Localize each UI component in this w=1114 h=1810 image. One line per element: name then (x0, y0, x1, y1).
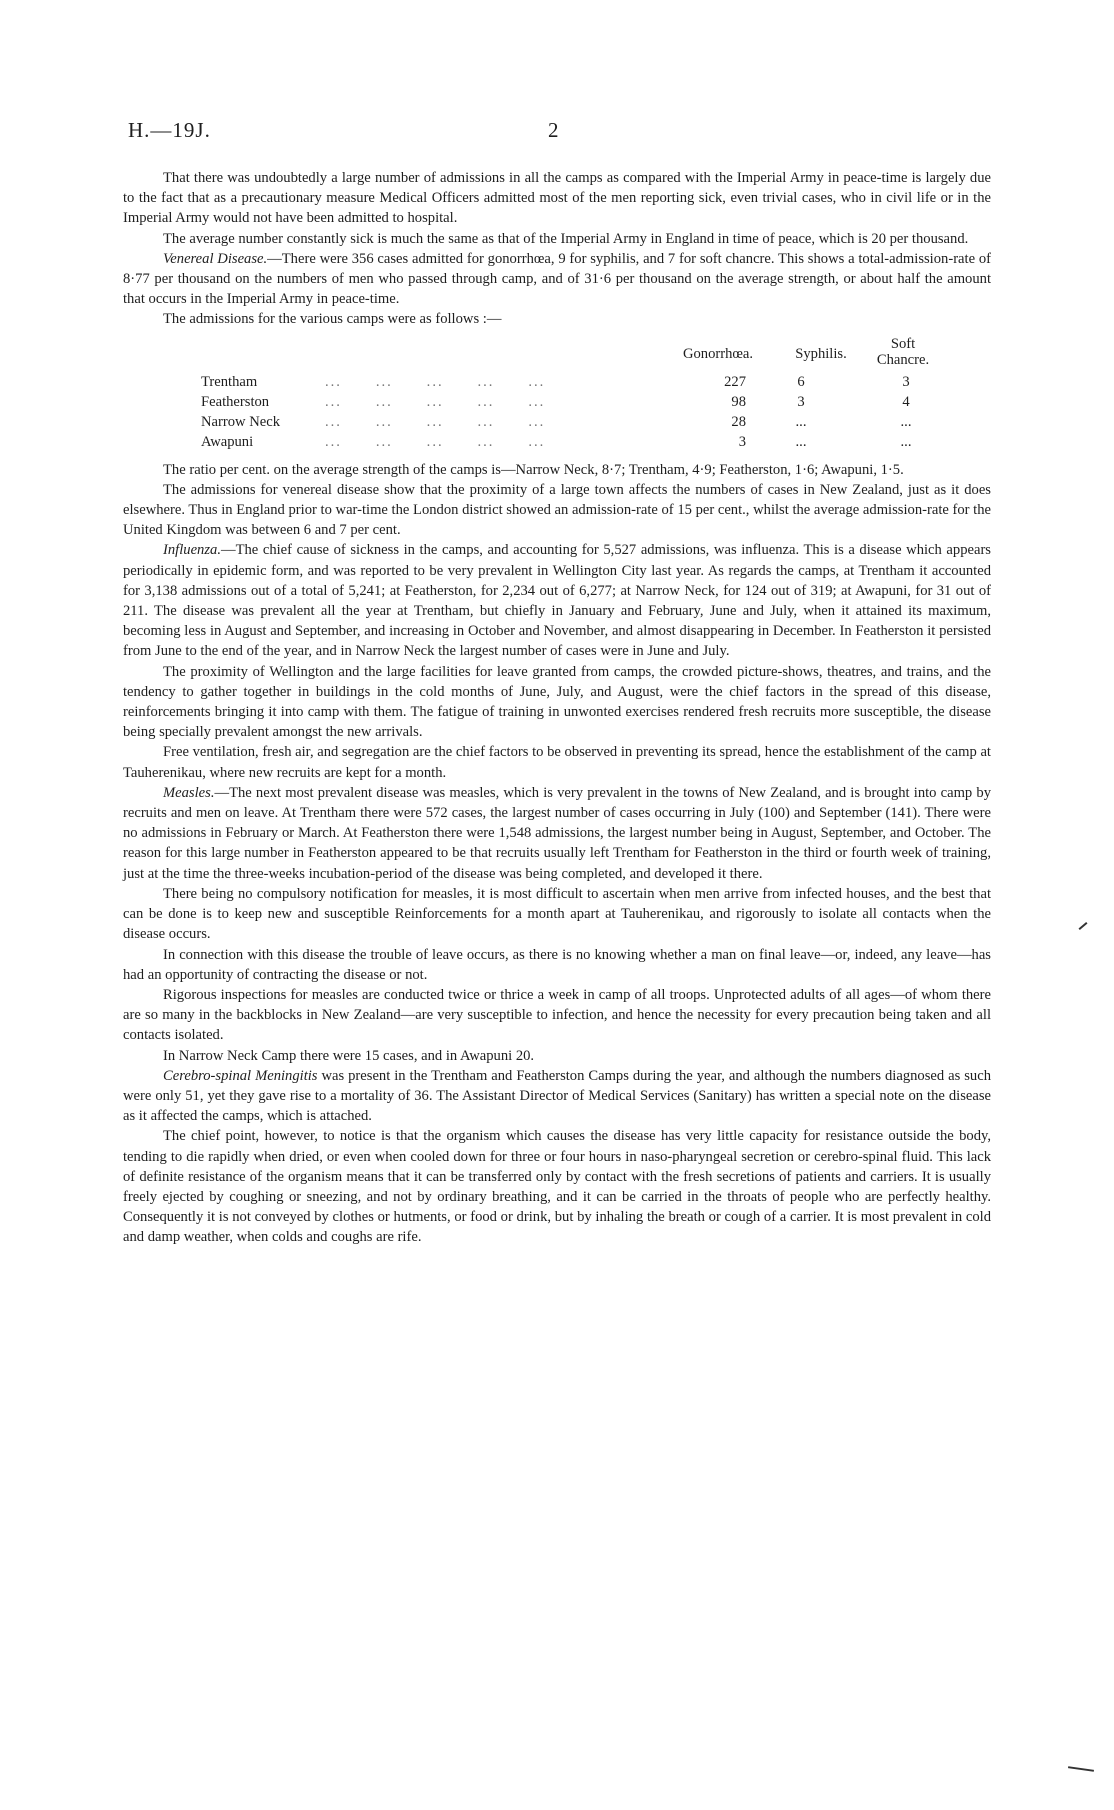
table-row (201, 372, 941, 392)
margin-mark (1068, 1766, 1094, 1772)
gonorrhoea-value: 98 (731, 393, 746, 410)
document-reference: H.—19J. (128, 118, 211, 142)
soft-chancre-value: ... (900, 433, 912, 450)
paragraph: There being no compulsory notification for measles, it is most difficult to ascertain when men arrive from infected houses, and the best that can be done is to keep new and susceptible Reinforcements for a month apart at Tauherenikau, and rigorously to isolate all contacts when the disease occurs. (123, 885, 991, 943)
column-header-soft-chancre: Soft Chancre. (876, 335, 930, 368)
syphilis-value: ... (795, 413, 807, 430)
section-heading: Influenza. (163, 542, 221, 559)
paragraph: That there was undoubtedly a large number of admissions in all the camps as compared with the Imperial Army in peace-time is largely due to the fact that as a precautionary measure Medical Officers admitted most of the men reporting sick, even trivial cases, who in civil life or in the Imperial Army would not have been admitted to hospital. (123, 170, 991, 227)
page-header (128, 118, 986, 148)
soft-chancre-value: 3 (902, 373, 910, 390)
dot-leader: ... ... ... ... ... (325, 393, 546, 410)
section-heading: Cerebro-spinal Meningitis (163, 1067, 318, 1084)
paragraph-text: —The next most prevalent disease was measles, which is very prevalent in the towns of New Zealand, and is brought into camp by recruits and men on leave. At Trentham there were 572 cases, the largest number of cases occurring in July (100) and September (141). There were no admissions in February or March. At Featherston there were 1,548 admissions, the largest number being in August, September, and October. The reason for this large number in Featherston appeared to be that recruits usually left Trentham for Featherston in the third or fourth week of training, just at the time the three-weeks incubation-period of the disease was being completed, and developed it there. (123, 784, 991, 882)
gonorrhoea-value: 3 (738, 433, 746, 450)
paragraph-venereal-disease (123, 249, 991, 310)
paragraph: The admissions for the various camps were as follows :— (163, 311, 502, 328)
dot-leader: ... ... ... ... ... (325, 373, 546, 390)
camp-name: Awapuni (201, 433, 254, 450)
paragraph: The ratio per cent. on the average strength of the camps is—Narrow Neck, 8·7; Trentham, 4·9; Featherston, 1·6; Awapuni, 1·5. (163, 461, 904, 478)
paragraph: In connection with this disease the trouble of leave occurs, as there is no knowing whether a man on final leave—or, indeed, any leave—has had an opportunity of contracting the disease or not. (123, 946, 991, 983)
table-row (201, 432, 941, 452)
table-row (201, 392, 941, 412)
paragraph: The proximity of Wellington and the large facilities for leave granted from camps, the crowded picture-shows, theatres, and trains, and the tendency to gather together in buildings in the cold months of June, July, and August, were the chief factors in the spread of this disease, reinforcements bringing it into camp with them. The fatigue of training in unwonted exercises rendered fresh recruits more susceptible, the disease being specially prevalent amongst the new arrivals. (123, 663, 991, 741)
paragraph: In Narrow Neck Camp there were 15 cases, and in Awapuni 20. (163, 1047, 535, 1064)
column-header-gonorrhoea: Gonorrhœa. (682, 345, 754, 362)
margin-mark (1079, 922, 1088, 930)
paragraph: Free ventilation, fresh air, and segregation are the chief factors to be observed in preventing its spread, hence the establishment of the camp at Tauherenikau, where new recruits are kept for a month. (123, 744, 991, 781)
camp-name: Narrow Neck (201, 413, 281, 430)
camp-name: Trentham (201, 373, 258, 390)
section-heading: Venereal Disease. (163, 250, 268, 267)
dot-leader: ... ... ... ... ... (325, 433, 546, 450)
paragraph-text: —The chief cause of sickness in the camps, and accounting for 5,527 admissions, was influenza. This is a disease which appears periodically in epidemic form, and was reported to be very prevalent in Wellington City last year. As regards the camps, at Trentham it accounted for 3,138 admissions out of a total of 5,241; at Featherston, for 2,234 out of 6,277; at Narrow Neck, for 124 out of 319; at Awapuni, for 31 out of 211. The disease was prevalent all the year at Trentham, but chiefly in January and February, June and July, when it attained its maximum, becoming less in August and September, and increasing in October and November, and almost disappearing in December. In Featherston it persisted from June to the end of the year, and in Narrow Neck the largest number of cases were in June and July. (123, 542, 991, 660)
body-text (123, 168, 991, 1248)
paragraph-cerebro-spinal-meningitis (123, 1066, 991, 1127)
syphilis-value: 3 (797, 393, 805, 410)
soft-chancre-value: ... (900, 413, 912, 430)
paragraph: The chief point, however, to notice is that the organism which causes the disease has very little capacity for resistance outside the body, tending to die rapidly when dried, or even when cooled down for three or four hours in naso-pharyngeal secretion or cerebro-spinal fluid. This lack of definite resistance of the organism means that it can be transferred only by contact with the fresh secretions of patients and carriers. It is usually freely ejected by coughing or sneezing, and not by ordinary breathing, and it can be carried in the throats of people who are perfectly healthy. Consequently it is not conveyed by clothes or hutments, or food or drink, but by inhaling the breath or cough of a carrier. It is most prevalent in cold and damp weather, when colds and coughs are rife. (123, 1128, 991, 1246)
column-header-syphilis: Syphilis. (795, 345, 847, 362)
soft-chancre-value: 4 (902, 393, 910, 410)
paragraph-influenza (123, 540, 991, 661)
paragraph: Rigorous inspections for measles are conducted twice or thrice a week in camp of all troops. Unprotected adults of all ages—of whom there are so many in the backblocks in New Zealand—are very susceptible to infection, and hence the necessity for every precaution being taken and all contacts isolated. (123, 986, 991, 1044)
admissions-table (123, 336, 991, 454)
camp-name: Featherston (201, 393, 270, 410)
gonorrhoea-value: 227 (724, 373, 746, 390)
paragraph-measles (123, 783, 991, 884)
paragraph: The admissions for venereal disease show that the proximity of a large town affects the numbers of cases in New Zealand, just as it does elsewhere. Thus in England prior to war-time the London district showed an admission-rate of 15 per cent., whilst the average admission-rate for the United Kingdom was between 6 and 7 per cent. (123, 481, 991, 539)
section-heading: Measles. (163, 784, 215, 801)
gonorrhoea-value: 28 (731, 413, 746, 430)
table-row (201, 412, 941, 432)
page-number: 2 (548, 118, 559, 142)
syphilis-value: 6 (797, 373, 805, 390)
dot-leader: ... ... ... ... ... (325, 413, 546, 430)
syphilis-value: ... (795, 433, 807, 450)
paragraph-text: —There were 356 cases admitted for gonorrhœa, 9 for syphilis, and 7 for soft chancre. This shows a total-admission-rate of 8·77 per thousand on the numbers of men who passed through camp, and of 31·6 per thousand on the average strength, or about half the amount that occurs in the Imperial Army in peace-time. (123, 250, 992, 308)
paragraph: The average number constantly sick is much the same as that of the Imperial Army in England in time of peace, which is 20 per thousand. (163, 230, 969, 247)
paragraph-text: was present in the Trentham and Featherston Camps during the year, and although the numbers diagnosed as such were only 51, yet they gave rise to a mortality of 36. The Assistant Director of Medical Services (Sanitary) has written a special note on the disease as it affected the camps, which is attached. (123, 1067, 991, 1125)
